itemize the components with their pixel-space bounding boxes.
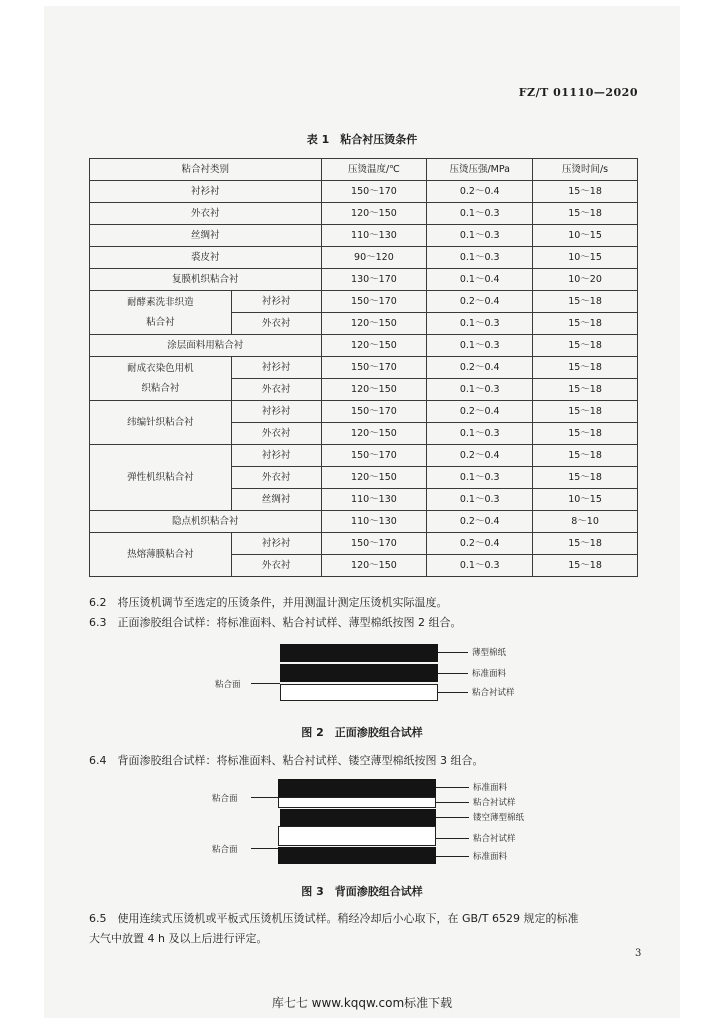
- cell-time: 15～18: [533, 335, 638, 357]
- cell-temp: 120～150: [321, 313, 427, 335]
- table-header-row: [90, 159, 638, 181]
- group-label-line: 织粘合衬: [141, 382, 180, 394]
- cell-pressure: 0.2～0.4: [427, 357, 533, 379]
- cell-pressure: 0.2～0.4: [427, 533, 533, 555]
- cell-temp: 120～150: [321, 555, 427, 577]
- cell-time: 15～18: [533, 379, 638, 401]
- group-label-line: 耐成衣染色用机: [127, 362, 194, 374]
- cell-time: 10～20: [533, 269, 638, 291]
- page-number: 3: [635, 948, 642, 959]
- cell-time: 15～18: [533, 357, 638, 379]
- table-row: [90, 225, 638, 247]
- standard-fabric-layer-top: [278, 779, 436, 797]
- cell-pressure: 0.2～0.4: [427, 445, 533, 467]
- interlining-sample-layer-top: [278, 797, 436, 808]
- cell-temp: 120～150: [321, 335, 427, 357]
- interlining-sample-layer: [280, 684, 438, 701]
- cell-subcategory: 外衣衬: [231, 379, 321, 401]
- group-label-line: 耐酵素洗非织造: [127, 296, 194, 308]
- cell-time: 8～10: [533, 511, 638, 533]
- header-temperature: 压烫温度/℃: [321, 159, 427, 181]
- section-6-5-line-2: 大气中放置 4 h 及以上后进行评定。: [89, 932, 268, 945]
- cell-temp: 120～150: [321, 423, 427, 445]
- cell-temp: 150～170: [321, 445, 427, 467]
- table-row: [90, 511, 638, 533]
- cell-temp: 120～150: [321, 467, 427, 489]
- table-row: [90, 269, 638, 291]
- leader-line: [436, 787, 469, 788]
- table-row: [90, 357, 638, 379]
- cell-pressure: 0.1～0.4: [427, 269, 533, 291]
- cell-time: 15～18: [533, 533, 638, 555]
- cell-time: 15～18: [533, 467, 638, 489]
- section-6-5-line-1: 6.5 使用连续式压烫机或平板式压烫机压烫试样。稍经冷却后小心取下，在 GB/T 6529 规定的标准: [89, 912, 579, 925]
- cell-pressure: 0.2～0.4: [427, 181, 533, 203]
- cell-temp: 150～170: [321, 291, 427, 313]
- label-interlining-sample: 粘合衬试样: [473, 834, 516, 844]
- label-standard-fabric: 标准面料: [473, 852, 508, 862]
- cell-category: 外衣衬: [90, 203, 322, 225]
- cell-time: 10～15: [533, 489, 638, 511]
- cell-temp: 110～130: [321, 511, 427, 533]
- cell-temp: 120～150: [321, 203, 427, 225]
- table-row: [90, 401, 638, 423]
- leader-line: [251, 797, 278, 798]
- cell-subcategory: 衬衫衬: [231, 357, 321, 379]
- cell-category: 复膜机织粘合衬: [90, 269, 322, 291]
- cell-subcategory: 衬衫衬: [231, 291, 321, 313]
- cell-category: 衬衫衬: [90, 181, 322, 203]
- label-standard-fabric: 标准面料: [472, 669, 507, 679]
- cell-subcategory: 衬衫衬: [231, 445, 321, 467]
- header-time: 压烫时间/s: [533, 159, 638, 181]
- section-6-4: 6.4 背面渗胶组合试样：将标准面料、粘合衬试样、镂空薄型棉纸按图 3 组合。: [89, 754, 484, 767]
- cell-pressure: 0.2～0.4: [427, 511, 533, 533]
- leader-line: [438, 692, 468, 693]
- cell-group: [90, 291, 232, 335]
- standard-number: FZ/T 01110—2020: [518, 86, 638, 99]
- cell-time: 15～18: [533, 313, 638, 335]
- cell-pressure: 0.1～0.3: [427, 555, 533, 577]
- label-interlining-sample: 粘合衬试样: [472, 688, 515, 698]
- cell-temp: 90～120: [321, 247, 427, 269]
- cell-temp: 120～150: [321, 379, 427, 401]
- cell-pressure: 0.1～0.3: [427, 225, 533, 247]
- cell-pressure: 0.1～0.3: [427, 467, 533, 489]
- label-tissue-paper: 薄型棉纸: [472, 648, 507, 658]
- leader-line: [436, 856, 469, 857]
- tissue-paper-layer: [280, 644, 438, 662]
- leader-line: [436, 817, 469, 818]
- label-interlining-sample: 粘合衬试样: [473, 798, 516, 808]
- cell-temp: 130～170: [321, 269, 427, 291]
- standard-fabric-layer: [280, 664, 438, 682]
- standard-fabric-layer-bottom: [278, 847, 436, 864]
- interlining-sample-layer-bottom: [278, 826, 436, 846]
- cell-subcategory: 衬衫衬: [231, 401, 321, 423]
- cell-temp: 150～170: [321, 181, 427, 203]
- leader-line: [436, 838, 469, 839]
- leader-line: [436, 802, 469, 803]
- cell-temp: 110～130: [321, 225, 427, 247]
- cell-category: 涂层面料用粘合衬: [90, 335, 322, 357]
- label-bonding-face: 粘合面: [212, 845, 238, 855]
- cell-subcategory: 外衣衬: [231, 467, 321, 489]
- cell-pressure: 0.1～0.3: [427, 247, 533, 269]
- cell-subcategory: 丝绸衬: [231, 489, 321, 511]
- header-pressure: 压烫压强/MPa: [427, 159, 533, 181]
- table-row: [90, 203, 638, 225]
- cell-time: 15～18: [533, 423, 638, 445]
- cell-group: 纬编针织粘合衬: [90, 401, 232, 445]
- cell-group: 弹性机织粘合衬: [90, 445, 232, 511]
- cell-temp: 150～170: [321, 533, 427, 555]
- leader-line: [438, 652, 468, 653]
- cell-time: 10～15: [533, 225, 638, 247]
- perforated-tissue-layer: [280, 809, 436, 826]
- section-6-2: 6.2 将压烫机调节至选定的压烫条件，并用测温计测定压烫机实际温度。: [89, 596, 448, 609]
- cell-pressure: 0.1～0.3: [427, 423, 533, 445]
- cell-pressure: 0.1～0.3: [427, 379, 533, 401]
- cell-category: 丝绸衬: [90, 225, 322, 247]
- cell-subcategory: 外衣衬: [231, 423, 321, 445]
- cell-category: 裘皮衬: [90, 247, 322, 269]
- cell-pressure: 0.2～0.4: [427, 291, 533, 313]
- cell-time: 15～18: [533, 291, 638, 313]
- cell-pressure: 0.1～0.3: [427, 203, 533, 225]
- footer-watermark: 库七七 www.kqqw.com标准下载: [271, 996, 453, 1010]
- header-category: 粘合衬类别: [90, 159, 322, 181]
- figure-3-caption: 图 3 背面渗胶组合试样: [301, 885, 423, 898]
- cell-subcategory: 外衣衬: [231, 313, 321, 335]
- cell-pressure: 0.1～0.3: [427, 313, 533, 335]
- table-title: 表 1 粘合衬压烫条件: [306, 133, 418, 146]
- cell-pressure: 0.1～0.3: [427, 335, 533, 357]
- cell-category: 隐点机织粘合衬: [90, 511, 322, 533]
- cell-temp: 150～170: [321, 357, 427, 379]
- leader-line: [438, 673, 468, 674]
- label-perforated-tissue: 镂空薄型棉纸: [473, 813, 525, 823]
- figure-2-caption: 图 2 正面渗胶组合试样: [301, 726, 423, 739]
- table-row: [90, 181, 638, 203]
- group-label-line: 粘合衬: [146, 316, 175, 328]
- table-row: [90, 445, 638, 467]
- label-standard-fabric: 标准面料: [473, 783, 508, 793]
- cell-subcategory: 外衣衬: [231, 555, 321, 577]
- cell-time: 15～18: [533, 203, 638, 225]
- pressing-conditions-table: [89, 158, 638, 577]
- leader-line: [251, 848, 278, 849]
- section-6-3: 6.3 正面渗胶组合试样：将标准面料、粘合衬试样、薄型棉纸按图 2 组合。: [89, 616, 462, 629]
- cell-time: 15～18: [533, 181, 638, 203]
- leader-line: [251, 683, 280, 684]
- cell-temp: 110～130: [321, 489, 427, 511]
- cell-temp: 150～170: [321, 401, 427, 423]
- cell-group: 热熔薄膜粘合衬: [90, 533, 232, 577]
- cell-pressure: 0.1～0.3: [427, 489, 533, 511]
- cell-subcategory: 衬衫衬: [231, 533, 321, 555]
- cell-time: 10～15: [533, 247, 638, 269]
- cell-group: [90, 357, 232, 401]
- table-row: [90, 291, 638, 313]
- cell-time: 15～18: [533, 445, 638, 467]
- cell-time: 15～18: [533, 401, 638, 423]
- cell-pressure: 0.2～0.4: [427, 401, 533, 423]
- table-row: [90, 533, 638, 555]
- table-row: [90, 335, 638, 357]
- label-bonding-face: 粘合面: [212, 794, 238, 804]
- table-row: [90, 247, 638, 269]
- label-bonding-face: 粘合面: [215, 680, 241, 690]
- cell-time: 15～18: [533, 555, 638, 577]
